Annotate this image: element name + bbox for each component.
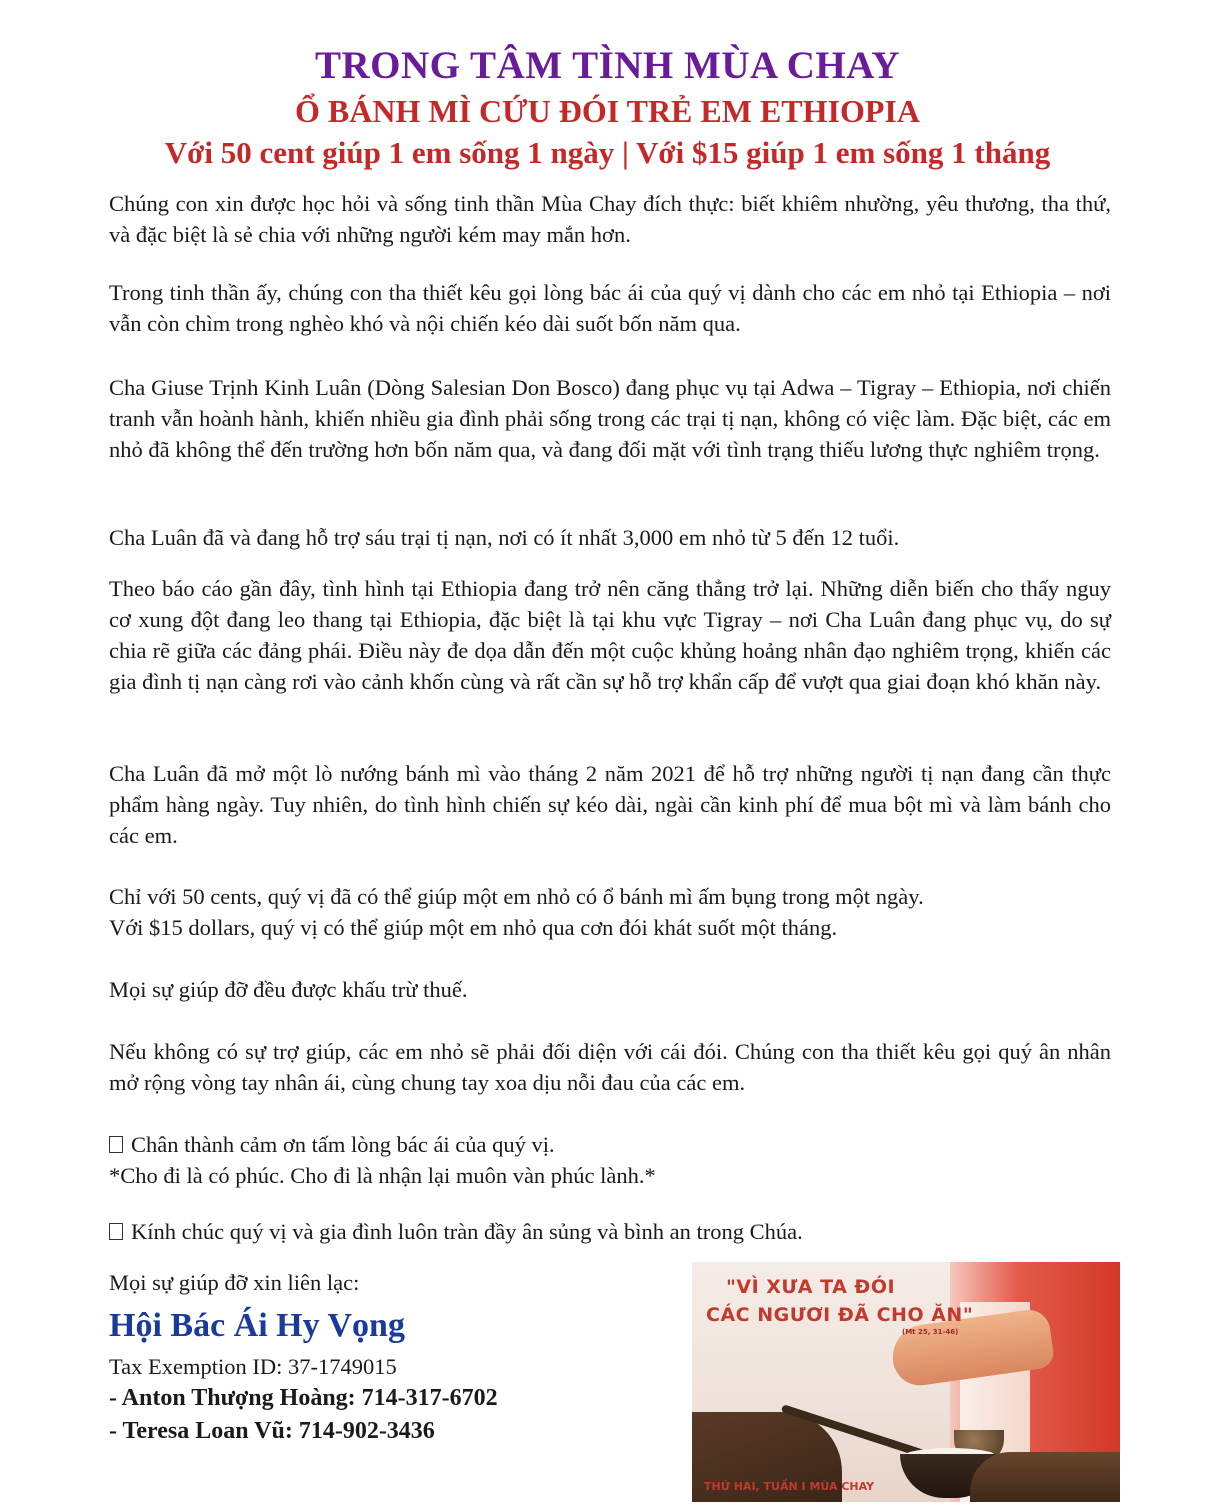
- tax-id: Tax Exemption ID: 37-1749015: [109, 1354, 397, 1379]
- donation-day-line: Chỉ với 50 cents, quý vị đã có thể giúp một em nhỏ có ổ bánh mì ấm bụng trong một ngày.: [109, 884, 924, 909]
- paragraph-thanks: [109, 1129, 1111, 1191]
- page-tagline: Với 50 cent giúp 1 em sống 1 ngày | Với $15 giúp 1 em sống 1 tháng: [164, 135, 1051, 170]
- paragraph-wishes: [109, 1216, 1111, 1247]
- paragraph-bakery: Cha Luân đã mở một lò nướng bánh mì vào tháng 2 năm 2021 để hỗ trợ những người tị nạn đang cần thực phẩm hàng ngày. Tuy nhiên, do tình hình chiến sự kéo dài, ngài cần kinh phí để mua bột mì và làm bánh cho các em.: [109, 761, 1111, 848]
- poster-footer: THỨ HAI, TUẦN I MÙA CHAY: [704, 1480, 875, 1493]
- header: [0, 42, 1215, 174]
- contact-label: Mọi sự giúp đỡ xin liên lạc:: [109, 1270, 360, 1295]
- wishes-line: Kính chúc quý vị và gia đình luôn tràn đầy ân sủng và bình an trong Chúa.: [131, 1219, 803, 1244]
- paragraph-situation: Theo báo cáo gần đây, tình hình tại Ethiopia đang trở nên căng thẳng trở lại. Những diễn biến cho thấy nguy cơ xung đột đang leo thang tại Ethiopia, đặc biệt là tại khu vực Tigray – nơi Cha Luân đang phục vụ, do sự chia rẽ giữa các đảng phái. Điều này đe dọa dẫn đến một cuộc khủng hoảng nhân đạo nghiêm trọng, khiến các gia đình tị nạn càng rơi vào cảnh khốn cùng và rất cần sự hỗ trợ khẩn cấp để vượt qua giai đoạn khó khăn này.: [109, 576, 1111, 694]
- placeholder-glyph-icon: [109, 1223, 123, 1240]
- contact-block: [109, 1268, 669, 1448]
- page-title: TRONG TÂM TÌNH MÙA CHAY: [314, 44, 901, 87]
- poster-reference: (Mt 25, 31-46): [902, 1328, 959, 1336]
- contact-person: - Teresa Loan Vũ: 714-902-3436: [109, 1418, 435, 1444]
- placeholder-glyph-icon: [109, 1136, 123, 1153]
- poster-quote-line1: "VÌ XƯA TA ĐÓI: [726, 1276, 896, 1298]
- paragraph-donation-amounts: [109, 881, 1111, 943]
- thanks-line: Chân thành cảm ơn tấm lòng bác ái của quý vị.: [131, 1132, 555, 1157]
- page-subtitle: Ổ BÁNH MÌ CỨU ĐÓI TRẺ EM ETHIOPIA: [295, 93, 920, 129]
- paragraph-plea: Nếu không có sự trợ giúp, các em nhỏ sẽ phải đối diện với cái đói. Chúng con tha thiết kêu gọi quý ân nhân mở rộng vòng tay nhân ái, cùng chung tay xoa dịu nỗi đau của các em.: [109, 1039, 1111, 1095]
- donation-month-line: Với $15 dollars, quý vị có thể giúp một em nhỏ qua cơn đói khát suốt một tháng.: [109, 915, 838, 940]
- paragraph-appeal: Trong tinh thần ấy, chúng con tha thiết kêu gọi lòng bác ái của quý vị dành cho các em nhỏ tại Ethiopia – nơi vẫn còn chìm trong nghèo khó và nội chiến kéo dài suốt bốn năm qua.: [109, 280, 1111, 336]
- paragraph-intro: Chúng con xin được học hỏi và sống tinh thần Mùa Chay đích thực: biết khiêm nhường, yêu thương, tha thứ, và đặc biệt là sẻ chia với những người kém may mắn hơn.: [109, 191, 1111, 247]
- paragraph-camps: Cha Luân đã và đang hỗ trợ sáu trại tị nạn, nơi có ít nhất 3,000 em nhỏ từ 5 đến 12 tuổi.: [109, 525, 900, 550]
- organization-name: Hội Bác Ái Hy Vọng: [109, 1307, 405, 1344]
- paragraph-father-luan: Cha Giuse Trịnh Kinh Luân (Dòng Salesian Don Bosco) đang phục vụ tại Adwa – Tigray – Ethiopia, nơi chiến tranh vẫn hoành hành, khiến nhiều gia đình phải sống trong các trại tị nạn, không có việc làm. Đặc biệt, các em nhỏ đã không thể đến trường hơn bốn năm qua, và đang đối mặt với tình trạng thiếu lương thực nghiêm trọng.: [109, 375, 1111, 462]
- contact-person: - Anton Thượng Hoàng: 714-317-6702: [109, 1385, 498, 1411]
- lent-poster-image: [692, 1262, 1120, 1502]
- arm-shape: [970, 1452, 1120, 1502]
- poster-quote-line2: CÁC NGƯƠI ĐÃ CHO ĂN": [706, 1304, 974, 1326]
- paragraph-tax: Mọi sự giúp đỡ đều được khấu trừ thuế.: [109, 977, 468, 1002]
- blessing-line: *Cho đi là có phúc. Cho đi là nhận lại muôn vàn phúc lành.*: [109, 1163, 656, 1188]
